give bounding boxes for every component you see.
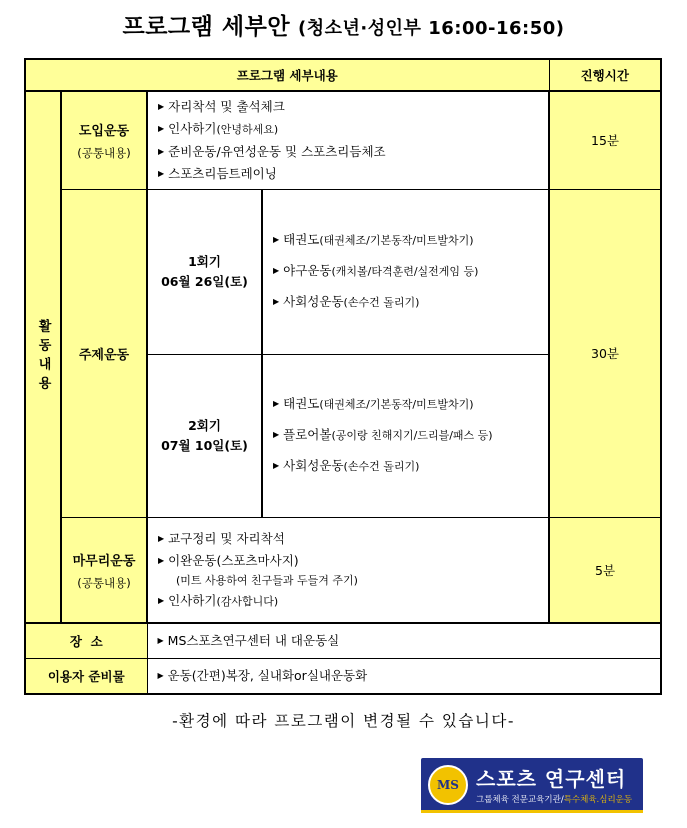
page-title [0,8,687,41]
bullet-icon: ▶ [273,461,280,470]
list-item [158,630,661,652]
supplies-value: 운동(간편)복장, 실내화or실내운동화 [167,667,368,683]
closing-name: 마무리운동 [72,553,136,569]
main-name: 주제운동 [78,347,130,363]
header-content: 프로그램 세부내용 [25,59,549,91]
bullet-icon: ▶ [158,555,165,565]
bullet-icon: ▶ [158,146,165,156]
table-row-intro [25,91,661,189]
bullet-icon: ▶ [273,235,280,244]
list-item: ▶ 자리착석 및 출석체크 [158,98,285,114]
session-1-items-cell [262,189,549,354]
list-item-continuation: (미트 사용하여 친구들과 두들겨 주기) [176,573,358,587]
bullet-icon: ▶ [158,101,165,111]
table-row-place [25,623,661,658]
list-item [158,665,661,687]
list-item: ▶ 인사하기(안녕하세요) [158,120,279,136]
session-2-date: 07월 10일(토) [161,437,248,453]
logo-tagline: 그룹체육 전문교육기관/특수체육.심리운동 [476,795,633,805]
place-list [148,630,661,652]
list-item: ▶ 이완운동(스포츠마사지) [158,552,299,568]
title-main: 프로그램 세부안 [122,14,291,40]
place-label: 장 소 [25,623,147,658]
main-time: 30분 [549,189,661,517]
session-2-list [263,389,548,482]
intro-name: 도입운동 [78,123,130,139]
logo-stripe [421,810,643,813]
bullet-icon: ▶ [273,399,280,408]
table-row-closing [25,517,661,623]
group-label: 활동내용 [35,319,51,395]
list-item: ▶ 스포츠리듬트레이닝 [158,165,277,181]
header-time: 진행시간 [549,59,661,91]
place-value: MS스포츠연구센터 내 대운동실 [167,632,340,648]
closing-sub: (공통내용) [77,575,131,590]
program-table [24,58,662,695]
session-1-list [263,225,548,318]
supplies-label: 이용자 준비물 [25,658,147,694]
session-2-items-cell [262,354,549,517]
closing-list [148,528,548,613]
closing-items-cell [147,517,549,623]
table-row-session-1 [25,189,661,354]
list-item: ▶ 야구운동(캐치볼/타격훈련/실전게임 등) [273,263,479,278]
list-item: ▶ 플로어볼(공이랑 친해지기/드리블/패스 등) [273,427,493,442]
session-2-cell [147,354,262,517]
intro-list [148,96,548,185]
session-1-cell [147,189,262,354]
list-item: ▶ 사회성운동(손수건 돌리기) [273,458,420,473]
table-header-row [25,59,661,91]
session-2-label: 2회기 [188,417,221,433]
ms-seal-icon: MS [428,765,468,805]
logo-name: 스포츠 연구센터 [476,767,627,791]
intro-items-cell [147,91,549,189]
place-cell [147,623,661,658]
bullet-icon: ▶ [158,595,165,605]
group-label-cell [25,91,61,623]
bullet-icon: ▶ [157,635,164,645]
table-row-supplies [25,658,661,694]
change-notice: -환경에 따라 프로그램이 변경될 수 있습니다- [172,712,515,730]
list-item: ▶ 인사하기(감사합니다) [158,592,279,608]
title-subtitle: (청소년·성인부 16:00-16:50) [298,18,565,39]
supplies-cell [147,658,661,694]
closing-time: 5분 [549,517,661,623]
bullet-icon: ▶ [157,670,164,680]
bullet-icon: ▶ [273,266,280,275]
bullet-icon: ▶ [273,430,280,439]
list-item: ▶ 태권도(태권체조/기본동작/미트발차기) [273,396,474,411]
intro-sub: (공통내용) [77,145,131,160]
session-1-date: 06월 26일(토) [161,273,248,289]
main-name-cell [61,189,147,517]
list-item: ▶ 교구정리 및 자리착석 [158,530,285,546]
bullet-icon: ▶ [158,533,165,543]
closing-name-cell [61,517,147,623]
intro-name-cell [61,91,147,189]
list-item: ▶ 준비운동/유연성운동 및 스포츠리듬체조 [158,143,386,159]
bullet-icon: ▶ [158,168,165,178]
bullet-icon: ▶ [273,297,280,306]
supplies-list [148,665,661,687]
bullet-icon: ▶ [158,123,165,133]
center-logo [421,758,643,813]
session-1-label: 1회기 [188,253,221,269]
list-item: ▶ 사회성운동(손수건 돌리기) [273,294,420,309]
intro-time: 15분 [549,91,661,189]
list-item: ▶ 태권도(태권체조/기본동작/미트발차기) [273,232,474,247]
